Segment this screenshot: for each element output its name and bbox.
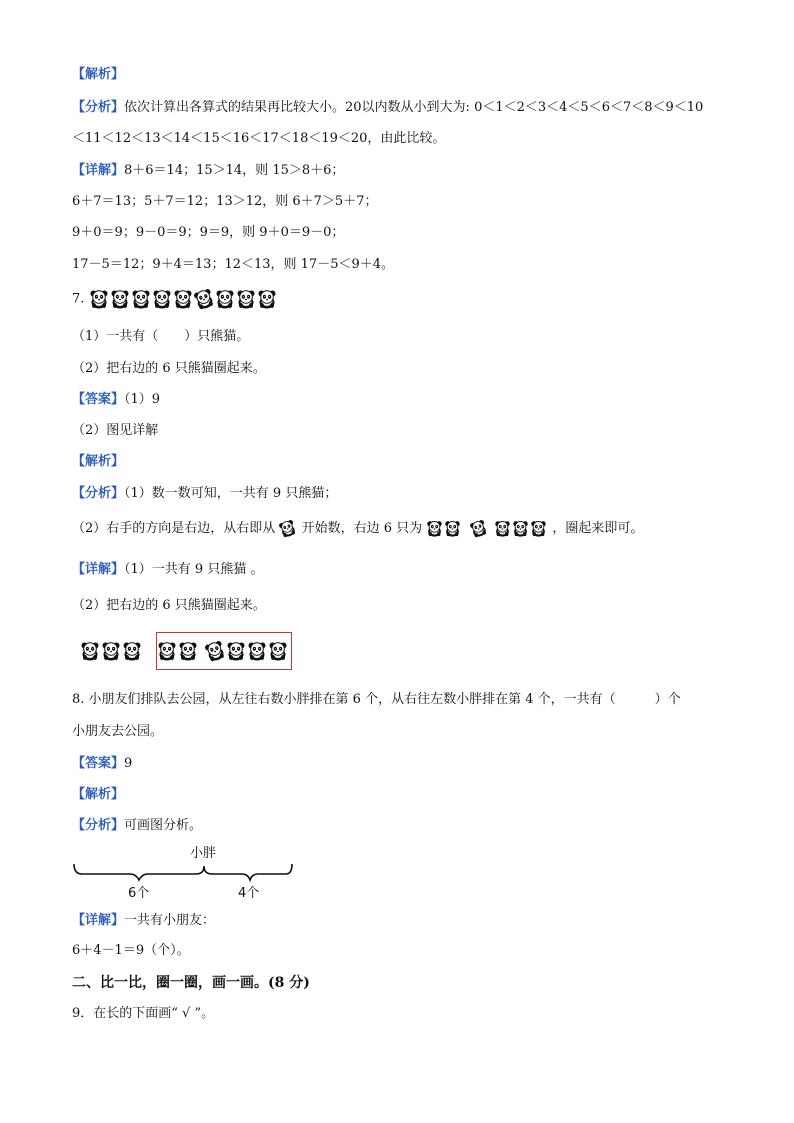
q7-detail-line2: （2）把右边的 6 只熊猫圈起来。 xyxy=(72,598,266,613)
q6-fenxi-line1: 【分析】依次计算出各算式的结果再比较大小。20以内数从小到大为: 0＜1＜2＜3＜4＜5＜6＜7＜8＜9＜10 xyxy=(72,100,704,115)
q8-detail-line2: 6＋4－1＝9（个）。 xyxy=(72,943,190,958)
panda-icon xyxy=(236,289,256,309)
q6-detail-line4: 17－5＝12；9＋4＝13；12＜13，则 17－5＜9＋4。 xyxy=(72,257,395,272)
panda-icon xyxy=(426,520,443,537)
q7-sub2: （2）把右边的 6 只熊猫圈起来。 xyxy=(72,361,266,376)
panda-icon xyxy=(152,289,172,309)
q8-answer: 【答案】9 xyxy=(72,756,133,771)
q8-analysis-tag: 【解析】 xyxy=(72,787,125,802)
q7-analysis-tag: 【解析】 xyxy=(72,454,125,469)
q6-detail-line3: 9＋0＝9；9－0＝9；9＝9，则 9＋0＝9－0； xyxy=(72,225,345,240)
q7-sub1: （1）一共有（ ）只熊猫。 xyxy=(72,329,250,344)
q6-detail-line2: 6＋7＝13；5＋7＝12；13＞12，则 6＋7＞5＋7； xyxy=(72,194,378,209)
panda-icon xyxy=(89,289,109,309)
panda-icon xyxy=(101,641,121,661)
q7-detail-line1: 【详解】（1）一共有 9 只熊猫 。 xyxy=(72,562,264,577)
q8-question-line2: 小朋友去公园。 xyxy=(72,724,164,739)
q7-answer-line1: 【答案】（1）9 xyxy=(72,392,161,407)
section-title: 二、比一比，圈一圈，画一画。(8 分) xyxy=(72,975,310,991)
diagram-label-left: 6个 xyxy=(128,886,150,901)
q6-detail-line1: 【详解】8＋6＝14；15＞14，则 15＞8＋6； xyxy=(72,163,345,178)
panda-icon xyxy=(444,520,461,537)
panda-icon xyxy=(512,520,529,537)
brace-diagram xyxy=(72,842,296,902)
q8-detail-line1: 【详解】一共有小朋友： xyxy=(72,913,216,928)
q7-question-line xyxy=(72,289,278,309)
panda-icon xyxy=(80,641,100,661)
panda-icon xyxy=(494,520,511,537)
q8-fenxi: 【分析】可画图分析。 xyxy=(72,818,203,833)
panda-row-start xyxy=(279,520,297,537)
q7-fenxi-line1: 【分析】（1）数一数可知，一共有 9 只熊猫； xyxy=(72,486,338,501)
q7-answer-line2: （2）图见详解 xyxy=(72,423,159,438)
panda-icon xyxy=(131,289,151,309)
panda-icon xyxy=(530,520,547,537)
panda-icon xyxy=(215,289,235,309)
q7-fenxi-line2: （2）右手的方向是右边，从右即从 开始数，右边 6 只为 ，圈起来即可。 xyxy=(72,520,643,538)
panda-icon xyxy=(257,289,277,309)
diagram-label-right: 4个 xyxy=(238,886,260,901)
q9-question: 9．在长的下面画“ √ ”。 xyxy=(72,1006,215,1021)
panda-icon xyxy=(279,520,296,537)
circled-pandas-box xyxy=(156,632,292,670)
q6-analysis-tag: 【解析】 xyxy=(72,67,125,82)
panda-row-question xyxy=(89,289,278,309)
panda-icon xyxy=(194,289,214,309)
q7-number: 7. xyxy=(72,291,85,307)
q8-question-line1: 8. 小朋友们排队去公园，从左往右数小胖排在第 6 个，从右往左数小胖排在第 4 个，一共有（ ）个 xyxy=(72,692,681,707)
diagram-label-xiaopang: 小胖 xyxy=(190,846,217,861)
q6-fenxi-line2: ＜11＜12＜13＜14＜15＜16＜17＜18＜19＜20，由此比较。 xyxy=(72,131,446,146)
panda-icon xyxy=(173,289,193,309)
panda-row-right-six xyxy=(426,520,548,537)
panda-icon xyxy=(122,641,142,661)
panda-icon xyxy=(110,289,130,309)
panda-icon xyxy=(470,520,487,537)
